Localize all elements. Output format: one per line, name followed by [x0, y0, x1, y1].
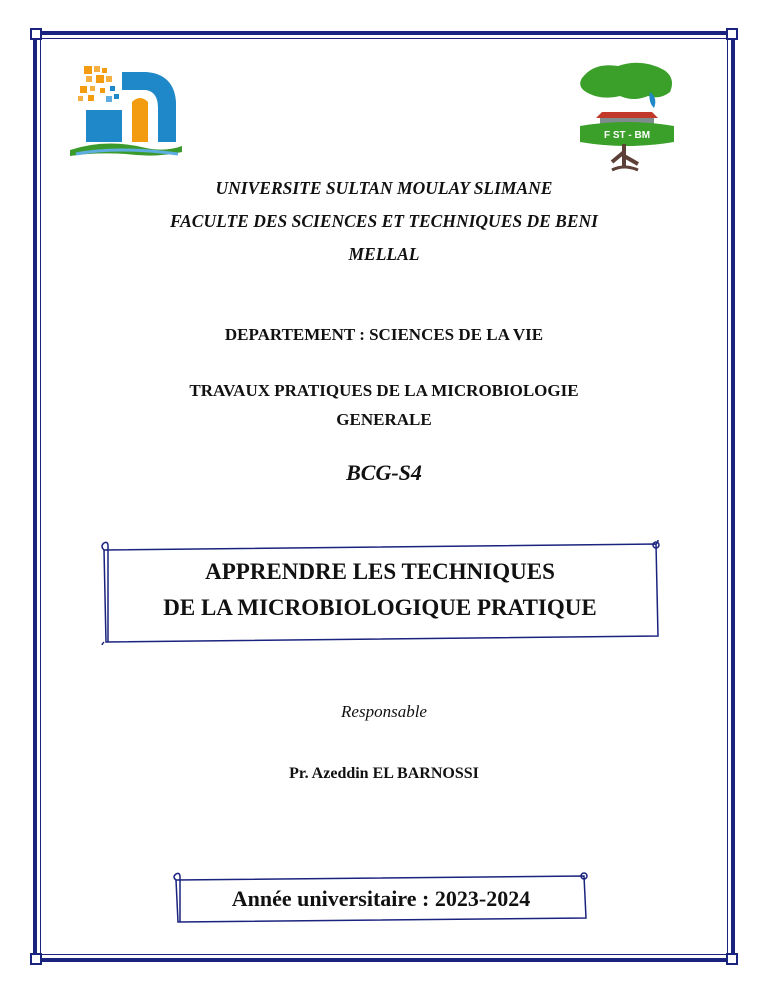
professor-name: Pr. Azeddin EL BARNOSSI [289, 765, 479, 782]
faculty-logo [572, 56, 682, 178]
logo-pixel-squares [78, 66, 119, 102]
faculty-logo-text: F ST - BM [603, 130, 651, 141]
university-logo [66, 62, 186, 162]
department: DEPARTEMENT : SCIENCES DE LA VIE [224, 325, 544, 344]
main-title [98, 554, 662, 626]
border-corner-ornament [30, 28, 42, 40]
border-corner-ornament [726, 953, 738, 965]
course-code: BCG-S4 [346, 460, 422, 485]
academic-year: Année universitaire : 2023-2024 [231, 886, 531, 911]
border-corner-ornament [30, 953, 42, 965]
responsable-label: Responsable [341, 702, 427, 721]
faculty-name-line2: MELLAL [348, 244, 420, 264]
year-banner [172, 872, 590, 924]
main-title-line2: DE LA MICROBIOLOGIQUE PRATIQUE [163, 595, 597, 620]
university-name: UNIVERSITE SULTAN MOULAY SLIMANE [215, 178, 553, 198]
faculty-name-line1: FACULTE DES SCIENCES ET TECHNIQUES DE BENI [170, 211, 598, 231]
course-title-line2: GENERALE [336, 410, 432, 429]
course-title-line1: TRAVAUX PRATIQUES DE LA MICROBIOLOGIE [189, 381, 579, 400]
title-banner [98, 540, 662, 645]
main-title-line1: APPRENDRE LES TECHNIQUES [205, 559, 555, 584]
border-corner-ornament [726, 28, 738, 40]
